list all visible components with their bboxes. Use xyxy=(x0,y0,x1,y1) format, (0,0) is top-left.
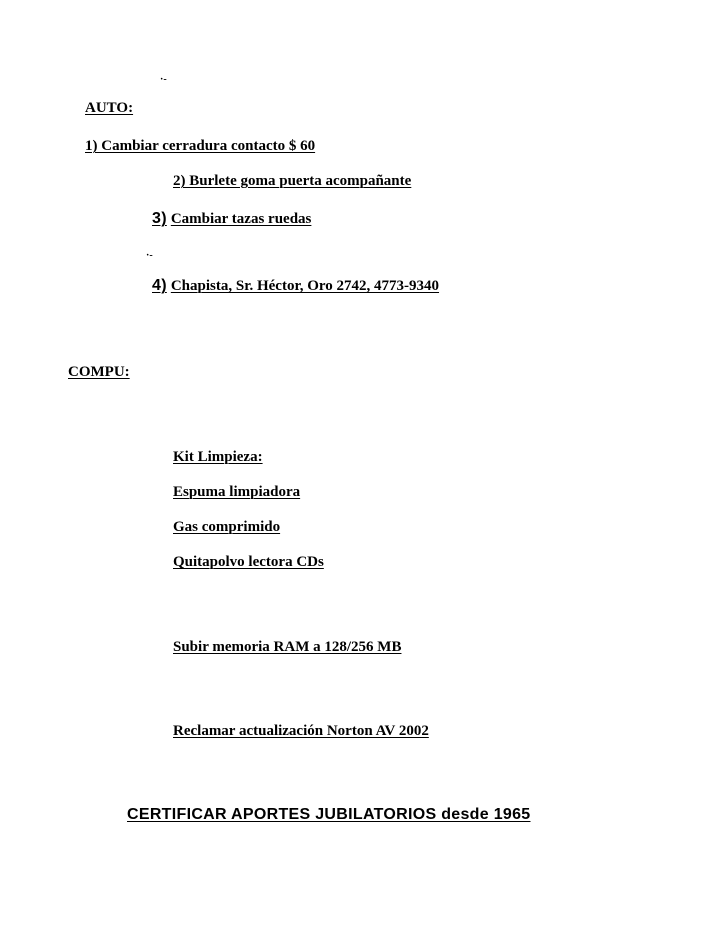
footer-certificar: CERTIFICAR APORTES JUBILATORIOS desde 1965 xyxy=(127,806,531,823)
kit-heading: Kit Limpieza: xyxy=(173,449,263,465)
kit-item-quitapolvo: Quitapolvo lectora CDs xyxy=(173,554,324,570)
auto-item-4-number: 4) xyxy=(152,277,167,294)
auto-item-3 xyxy=(152,210,311,228)
auto-item-3-number: 3) xyxy=(152,210,167,227)
compu-heading: COMPU: xyxy=(68,364,130,380)
auto-item-4 xyxy=(152,277,439,295)
task-ram: Subir memoria RAM a 128/256 MB xyxy=(173,639,402,655)
stray-mark-middle: ·‐ xyxy=(146,250,153,261)
kit-item-gas: Gas comprimido xyxy=(173,519,281,535)
auto-item-4-text: Chapista, Sr. Héctor, Oro 2742, 4773-9340 xyxy=(170,278,440,294)
auto-heading: AUTO: xyxy=(85,100,134,116)
auto-item-2: 2) Burlete goma puerta acompañante xyxy=(173,173,412,189)
auto-item-3-text: Cambiar tazas ruedas xyxy=(170,211,312,227)
kit-item-espuma: Espuma limpiadora xyxy=(173,484,301,500)
auto-item-1: 1) Cambiar cerradura contacto $ 60 xyxy=(85,138,316,154)
task-norton: Reclamar actualización Norton AV 2002 xyxy=(173,723,429,739)
stray-mark-top: ·‐ xyxy=(160,74,167,85)
